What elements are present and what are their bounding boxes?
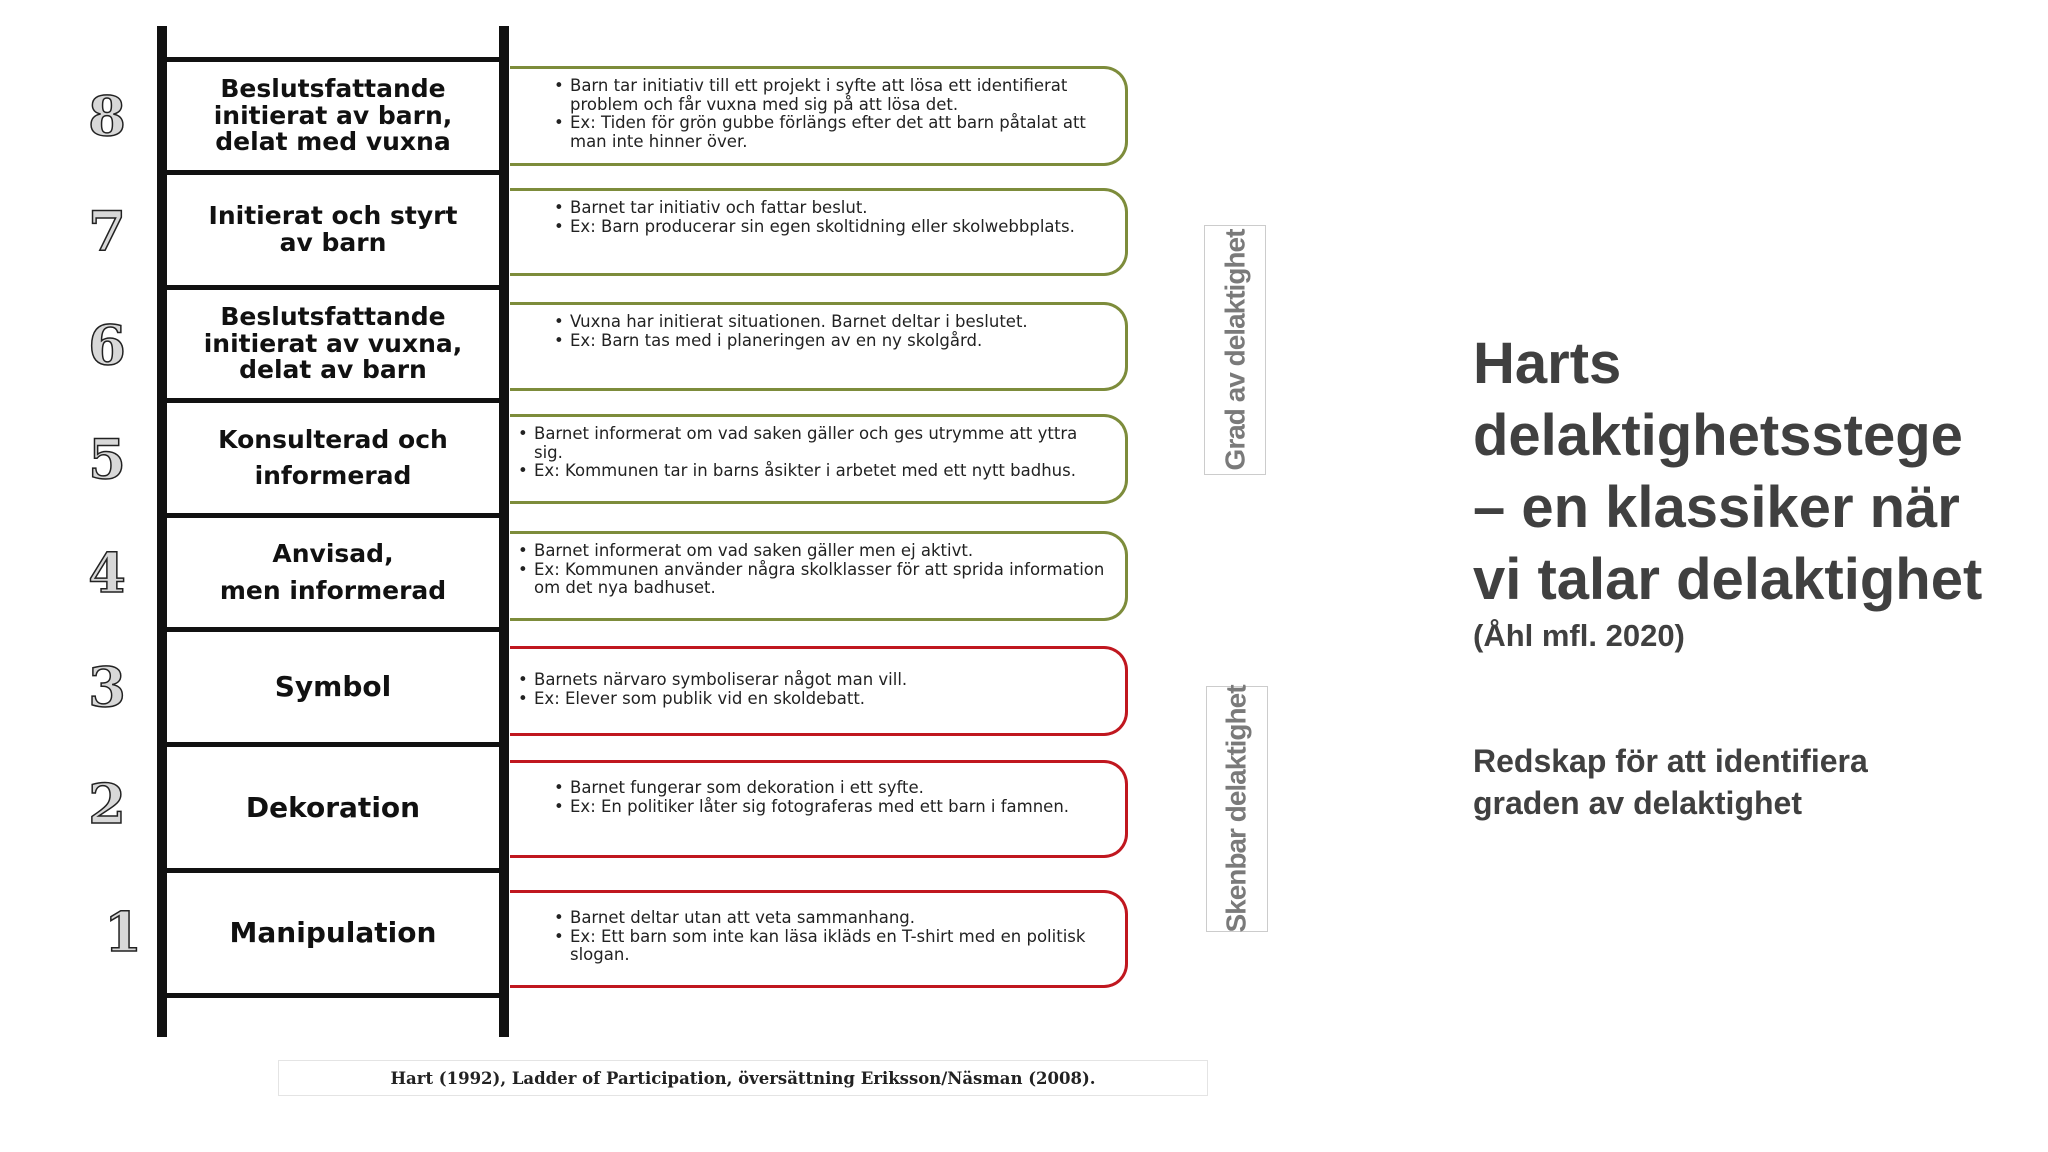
bullet-text: • Barn tar initiativ till ett projekt i syfte att lösa ett identifierat problem och får vuxna med sig på att lösa det. [552,77,1103,114]
step-label: Manipulation [229,916,437,950]
step-description-box [510,414,1128,504]
bullet-text: • Barnets närvaro symboliserar något man vill. [516,671,1111,690]
step-description-box [510,188,1128,276]
lower-side-label: Skenbar delaktighet [1221,685,1252,933]
step-label: Initierat och styrt av barn [208,201,458,257]
bullet-text: • Barnet informerat om vad saken gäller men ej aktivt. [516,542,1111,561]
step-number: 4 [88,541,126,605]
step-label: Symbol [274,670,392,704]
bullet-text: • Barnet tar initiativ och fattar beslut. [552,199,1103,218]
bullet-text: • Barnet fungerar som dekoration i ett syfte. [552,779,1103,798]
bullet-text: • Ex: Kommunen tar in barns åsikter i arbetet med ett nytt badhus. [516,462,1111,481]
step-label: Anvisad, men informerad [219,539,447,605]
upper-side-label: Grad av delaktighet [1219,229,1250,471]
step-label: Konsulterad och informerad [218,424,448,490]
step-number: 1 [104,900,142,964]
lower-side-label-box [1206,686,1268,932]
bullet-text: • Ex: En politiker låter sig fotograferas med ett barn i famnen. [552,798,1103,817]
step-number: 6 [88,313,126,377]
bullet-text: • Barnet deltar utan att veta sammanhang. [552,909,1103,928]
slide-reference: (Åhl mfl. 2020) [1473,618,1685,653]
bullet-text: • Ex: Kommunen använder några skolklasser för att sprida information om det nya badhuset. [516,561,1111,598]
ladder-left-rail [157,26,167,1037]
bullet-text: • Ex: Tiden för grön gubbe förlängs efter det att barn påtalat att man inte hinner över. [552,114,1103,151]
step-description-box [510,890,1128,988]
source-citation: Hart (1992), Ladder of Participation, översättning Eriksson/Näsman (2008). [278,1060,1208,1096]
bullet-text: • Ex: Barn producerar sin egen skoltidning eller skolwebbplats. [552,218,1103,237]
bullet-text: • Ex: Ett barn som inte kan läsa ikläds en T-shirt med en politisk slogan. [552,928,1103,965]
ladder-rung [157,993,509,998]
step-number: 7 [88,199,126,263]
step-number: 3 [88,655,126,719]
bullet-text: • Ex: Elever som publik vid en skoldebatt. [516,690,1111,709]
step-number: 2 [88,772,126,836]
step-label: Dekoration [245,790,421,824]
step-label: Beslutsfattande initierat av vuxna, delat av barn [203,301,463,385]
slide-title: Harts delaktighetsstege – en klassiker när vi talar delaktighet [1473,331,1983,612]
ladder-right-rail [499,26,509,1037]
step-number: 5 [88,427,126,491]
bullet-text: • Vuxna har initierat situationen. Barnet deltar i beslutet. [552,313,1103,332]
slide-subtitle: Redskap för att identifiera graden av delaktighet [1473,743,1868,821]
step-description-box [510,66,1128,166]
bullet-text: • Barnet informerat om vad saken gäller och ges utrymme att yttra sig. [516,425,1111,462]
step-description-box [510,760,1128,858]
step-description-box [510,646,1128,736]
bullet-text: • Ex: Barn tas med i planeringen av en ny skolgård. [552,332,1103,351]
step-description-box [510,531,1128,621]
step-label: Beslutsfattande initierat av barn, delat med vuxna [213,73,453,157]
step-number: 8 [88,84,126,148]
upper-side-label-box [1204,225,1266,475]
step-description-box [510,302,1128,391]
